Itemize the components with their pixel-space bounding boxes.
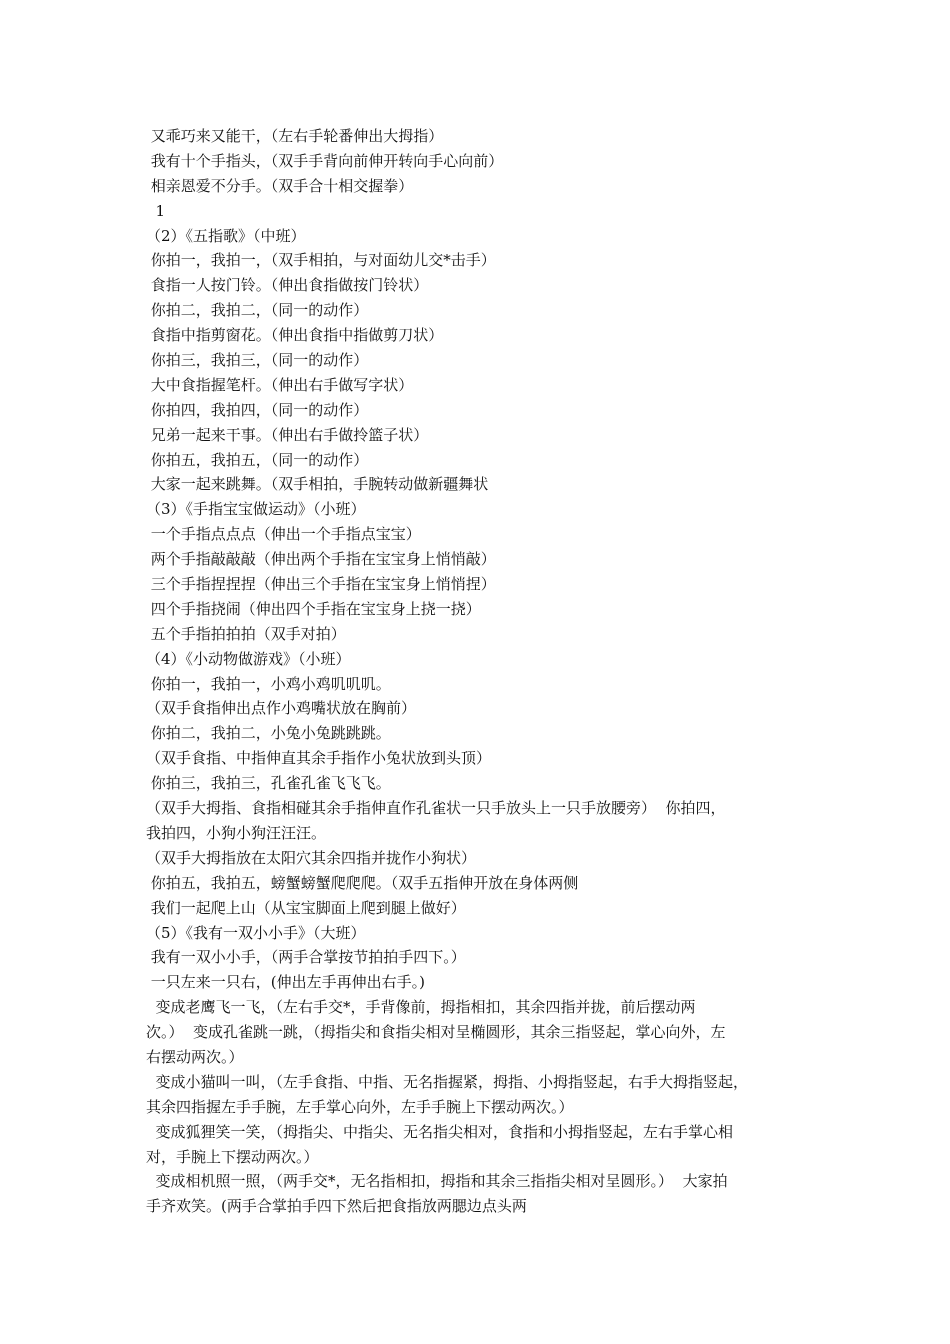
text-line: 我有十个手指头，（双手手背向前伸开转向手心向前） bbox=[146, 151, 504, 170]
text-line: （5）《我有一双小小手》（大班） bbox=[146, 923, 366, 942]
text-line: 你拍二，我拍二，（同一的动作） bbox=[146, 301, 369, 320]
text-line: 两个手指敲敲敲（伸出两个手指在宝宝身上悄悄敲） bbox=[146, 550, 496, 569]
text-line: 你拍三，我拍三，（同一的动作） bbox=[146, 351, 369, 370]
text-line: 其余四指握左手手腕，左手掌心向外，左手手腕上下摆动两次。） bbox=[146, 1097, 574, 1116]
text-line: 又乖巧来又能干，（左右手轮番伸出大拇指） bbox=[146, 127, 444, 145]
document-page bbox=[146, 124, 822, 1219]
text-line: 手齐欢笑。(两手合掌拍手四下然后把食指放两腮边点头两 bbox=[146, 1197, 527, 1216]
text-line: 五个手指拍拍拍（双手对拍） bbox=[146, 624, 346, 643]
text-line: 1 bbox=[146, 201, 166, 220]
text-line: 变成相机照一照，（两手交*，无名指相扣，拇指和其余三指指尖相对呈圆形。） 大家拍 bbox=[146, 1172, 728, 1191]
text-line: （2）《五指歌》（中班） bbox=[146, 226, 306, 245]
text-line: 变成狐狸笑一笑，（拇指尖、中指尖、无名指尖相对，食指和小拇指竖起，左右手掌心相 bbox=[146, 1122, 734, 1141]
text-line: （4）《小动物做游戏》（小班） bbox=[146, 649, 351, 668]
text-line: 右摆动两次。） bbox=[146, 1047, 244, 1066]
text-line: 你拍五，我拍五，螃蟹螃蟹爬爬爬。（双手五指伸开放在身体两侧 bbox=[146, 873, 579, 892]
text-line: 次。） 变成孔雀跳一跳，（拇指尖和食指尖相对呈椭圆形，其余三指竖起，掌心向外，左 bbox=[146, 1023, 726, 1042]
text-line: 你拍二，我拍二，小兔小兔跳跳跳。 bbox=[146, 724, 391, 743]
text-line: （双手食指、中指伸直其余手指作小兔状放到头顶） bbox=[146, 749, 492, 768]
text-line: 三个手指捏捏捏（伸出三个手指在宝宝身上悄悄捏） bbox=[146, 575, 496, 594]
text-line: 你拍三，我拍三，孔雀孔雀飞飞飞。 bbox=[146, 774, 391, 793]
text-line: 你拍四，我拍四，（同一的动作） bbox=[146, 400, 369, 419]
text-line: 一个手指点点点（伸出一个手指点宝宝） bbox=[146, 525, 421, 544]
text-line: 变成小猫叫一叫，（左手食指、中指、无名指握紧，拇指、小拇指竖起，右手大拇指竖起， bbox=[146, 1072, 749, 1091]
text-line: （双手大拇指放在太阳穴其余四指并拢作小狗状） bbox=[146, 848, 477, 867]
text-line: 大家一起来跳舞。（双手相拍，手腕转动做新疆舞状 bbox=[146, 475, 489, 494]
text-line: 你拍一，我拍一，（双手相拍，与对面幼儿交*击手） bbox=[146, 251, 496, 270]
text-line: 兄弟一起来干事。（伸出右手做拎篮子状） bbox=[146, 425, 429, 444]
text-line: 对，手腕上下摆动两次。） bbox=[146, 1147, 319, 1166]
text-line: 我们一起爬上山（从宝宝脚面上爬到腿上做好） bbox=[146, 898, 466, 917]
text-line: 一只左来一只右，(伸出左手再伸出右手。) bbox=[146, 973, 425, 992]
text-line: 变成老鹰飞一飞，（左右手交*，手背像前，拇指相扣，其余四指并拢，前后摆动两 bbox=[146, 998, 696, 1017]
text-line: 食指一人按门铃。（伸出食指做按门铃状） bbox=[146, 276, 429, 295]
text-line: 四个手指挠闹（伸出四个手指在宝宝身上挠一挠） bbox=[146, 599, 481, 618]
text-line: 我拍四，小狗小狗汪汪汪。 bbox=[146, 823, 327, 842]
text-line: （3）《手指宝宝做运动》（小班） bbox=[146, 500, 366, 519]
text-line: 你拍一，我拍一，小鸡小鸡叽叽叽。 bbox=[146, 674, 391, 693]
text-line: （双手食指伸出点作小鸡嘴状放在胸前） bbox=[146, 699, 417, 718]
text-line: （双手大拇指、食指相碰其余手指伸直作孔雀状一只手放头上一只手放腰旁） 你拍四， bbox=[146, 799, 726, 818]
text-line: 食指中指剪窗花。（伸出食指中指做剪刀状） bbox=[146, 326, 444, 345]
text-line: 我有一双小小手，（两手合掌按节拍拍手四下。） bbox=[146, 948, 466, 967]
text-line: 大中食指握笔杆。（伸出右手做写字状） bbox=[146, 375, 414, 394]
text-line: 你拍五，我拍五，（同一的动作） bbox=[146, 450, 369, 469]
text-line: 相亲恩爱不分手。（双手合十相交握拳） bbox=[146, 176, 414, 195]
